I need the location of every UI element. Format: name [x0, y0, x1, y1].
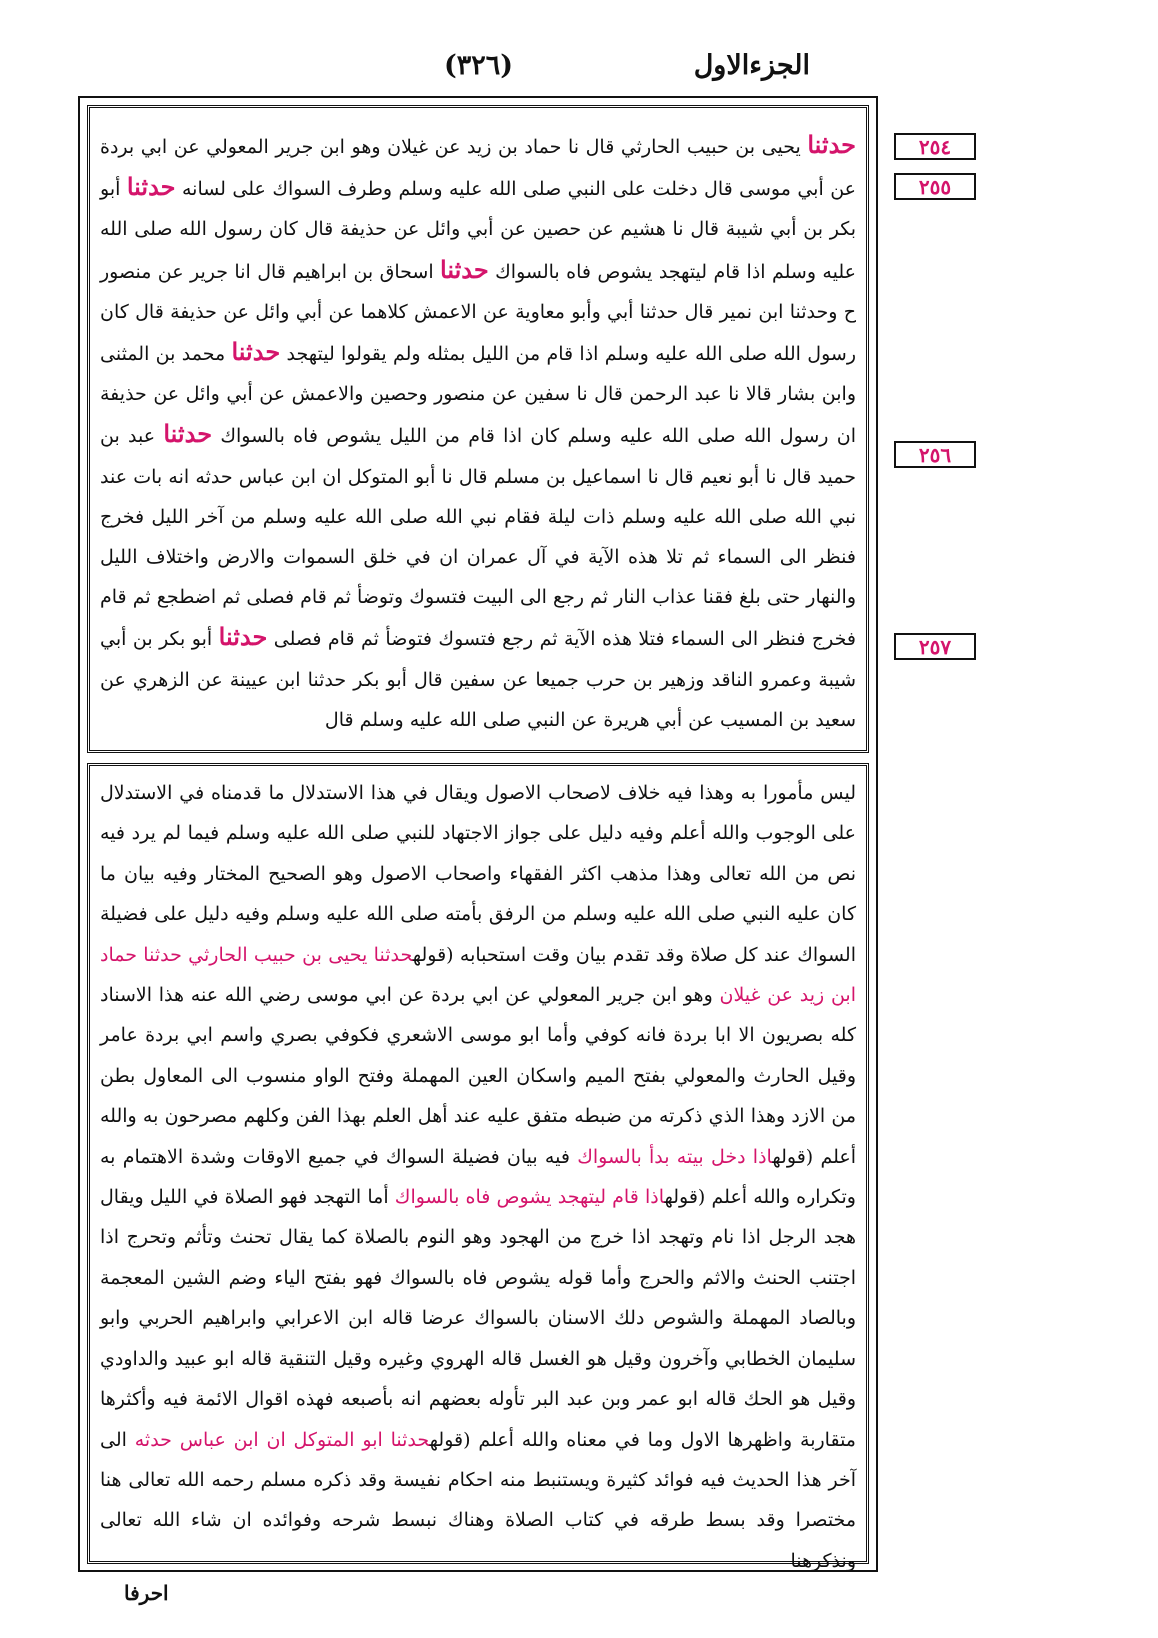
hadith-number-box: ٢٥٧ — [894, 633, 976, 660]
page-number: (٣٢٦) — [444, 50, 514, 81]
hadith-text: عبد بن حميد قال نا أبو نعيم قال نا اسماعيل بن مسلم قال نا أبو المتوكل ان ابن عباس حدثه انه بات عند نبي الله صلى الله عليه وسلم ذات ليلة فقام نبي الله صلى الله عليه وسلم من آخر الليل فخرج فنظر الى السماء ثم تلا هذه الآية في آل عمران ان في خلق السموات والارض واختلاف الليل والنهار حتى بلغ فقنا عذاب النار ثم رجع الى البيت فتسوك وتوضأ ثم قام فصلى ثم اضطجع ثم قام فخرج فنظر الى السماء فتلا هذه الآية ثم رجع فتسوك فتوضأ ثم قام فصلى — [100, 425, 857, 651]
commentary-text: أما التهجد فهو الصلاة في الليل ويقال هجد الرجل اذا نام وتهجد اذا خرج من الهجود وهو النوم بالصلاة كما يقال تحنث وتأثم وتحرج اذا اجتنب الحنث والاثم والحرج وأما قوله يشوص فاه بالسواك فهو بفتح الياء وضم الشين المعجمة وبالصاد المهملة والشوص دلك الاسنان بالسواك عرضا قاله ابن الاعرابي وابراهيم الحربي وابو سليمان الخطابي وآخرون وقيل هو الغسل قاله الهروي وغيره وقيل التنقية قاله ابو عبيد والداودي وقيل هو الحك قاله ابو عمر وبن عبد البر تأوله بعضهم انه بأصبعه فهذه اقوال الائمة فيه وأكثرها متقاربة واظهرها الاول وما في معناه والله أعلم — [100, 1186, 856, 1451]
hadith-label: حدثنا — [231, 337, 281, 367]
matn-text — [100, 125, 856, 740]
hadith-text: يحيى بن حبيب الحارثي قال نا حماد بن زيد عن غيلان وهو ابن جرير المعولي عن ابي بردة عن أبي موسى قال دخلت على النبي صلى الله عليه وسلم وطرف السواك على لسانه — [100, 136, 856, 201]
quote-open: (قوله — [412, 943, 454, 966]
hadith-label: حدثنا — [807, 130, 856, 159]
hadith-label: حدثنا — [163, 419, 213, 449]
quote-open: (قوله — [429, 1428, 471, 1451]
hadith-label: حدثنا — [126, 172, 176, 202]
hadith-text: أبو بكر بن أبي شيبة قال نا هشيم عن حصين عن أبي وائل عن حذيفة قال كان رسول الله صلى الله عليه وسلم اذا قام ليتهجد يشوص فاه بالسواك — [100, 178, 856, 283]
commentary-text: ليس مأمورا به وهذا فيه خلاف لاصحاب الاصول ويقال في هذا الاستدلال ما قدمناه في الاستدلال على الوجوب والله أعلم وفيه دليل على جواز الاجتهاد للنبي صلى الله عليه وسلم فيما لم يرد فيه نص من الله تعالى وهذا مذهب اكثر الفقهاء واصحاب الاصول وهو الصحيح المختار وفيه بيان ما كان عليه النبي صلى الله عليه وسلم من الرفق بأمته صلى الله عليه وسلم وفيه دليل على فضيلة السواك عند كل صلاة وقد تقدم بيان وقت استحبابه — [100, 782, 856, 966]
quoted-isnad: حدثنا ابو المتوكل ان ابن عباس حدثه — [134, 1428, 430, 1451]
quote-open: (قوله — [772, 1145, 814, 1168]
hadith-text: اسحاق بن ابراهيم قال انا جرير عن منصور ح وحدثنا ابن نمير قال حدثنا أبي وأبو معاوية عن الاعمش كلاهما عن أبي وائل عن حذيفة قال كان رسول الله صلى الله عليه وسلم اذا قام من الليل بمثله ولم يقولوا ليتهجد — [100, 260, 857, 366]
sharh-text — [100, 773, 856, 1581]
hadith-number-box: ٢٥٦ — [894, 441, 976, 468]
quoted-isnad: حدثنا يحيى بن حبيب الحارثي حدثنا حماد ابن زيد عن غيلان — [100, 943, 856, 1007]
hadith-text: محمد بن المثنى وابن بشار قالا نا عبد الرحمن قال نا سفين عن منصور وحصين والاعمش عن أبي وائل عن حذيفة ان رسول الله صلى الله عليه وسلم كان اذا قام من الليل يشوص فاه بالسواك — [100, 343, 856, 448]
hadith-number-box: ٢٥٤ — [894, 133, 976, 160]
hadith-label: حدثنا — [218, 622, 268, 652]
commentary-text: فيه بيان فضيلة السواك في جميع الاوقات وشدة الاهتمام به وتكراره والله أعلم — [100, 1145, 856, 1209]
quoted-matn: اذا دخل بيته بدأ بالسواك — [577, 1145, 773, 1168]
commentary-text: الى آخر هذا الحديث فيه فوائد كثيرة ويستنبط منه احكام نفيسة وقد ذكره مسلم رحمه الله تعالى هنا مختصرا وقد بسط طرقه في كتاب الصلاة وهناك نبسط شرحه وفوائده ان شاء الله تعالى ونذكرهنا — [100, 1428, 856, 1572]
page-frame — [78, 96, 878, 1572]
catchword: احرفا — [124, 1581, 169, 1605]
part-title: الجزءالاول — [693, 50, 810, 81]
commentary-text: وهو ابن جرير المعولي عن ابي بردة عن ابي موسى رضي الله عنه هذا الاسناد كله بصريون الا ابا بردة فانه كوفي وأما ابو موسى الاشعري فكوفي بصري واسم ابي بردة عامر وقيل الحارث والمعولي بفتح الميم واسكان العين المهملة وفتح الواو منسوب الى المعاول بطن من الازد وهذا الذي ذكرته من ضبطه متفق عليه عند أهل العلم بهذا الفن وكلهم مصرحون به والله أعلم — [100, 984, 857, 1168]
quoted-matn: اذا قام ليتهجد يشوص فاه بالسواك — [394, 1186, 665, 1209]
hadith-text: أبو بكر بن أبي شيبة وعمرو الناقد وزهير بن حرب جميعا عن سفين قال أبو بكر حدثنا ابن عيينة عن الزهري عن سعيد بن المسيب عن أبي هريرة عن النبي صلى الله عليه وسلم قال — [100, 628, 856, 731]
hadith-label: حدثنا — [440, 254, 489, 284]
quote-open: (قوله — [664, 1186, 706, 1209]
hadith-number-box: ٢٥٥ — [894, 173, 976, 200]
